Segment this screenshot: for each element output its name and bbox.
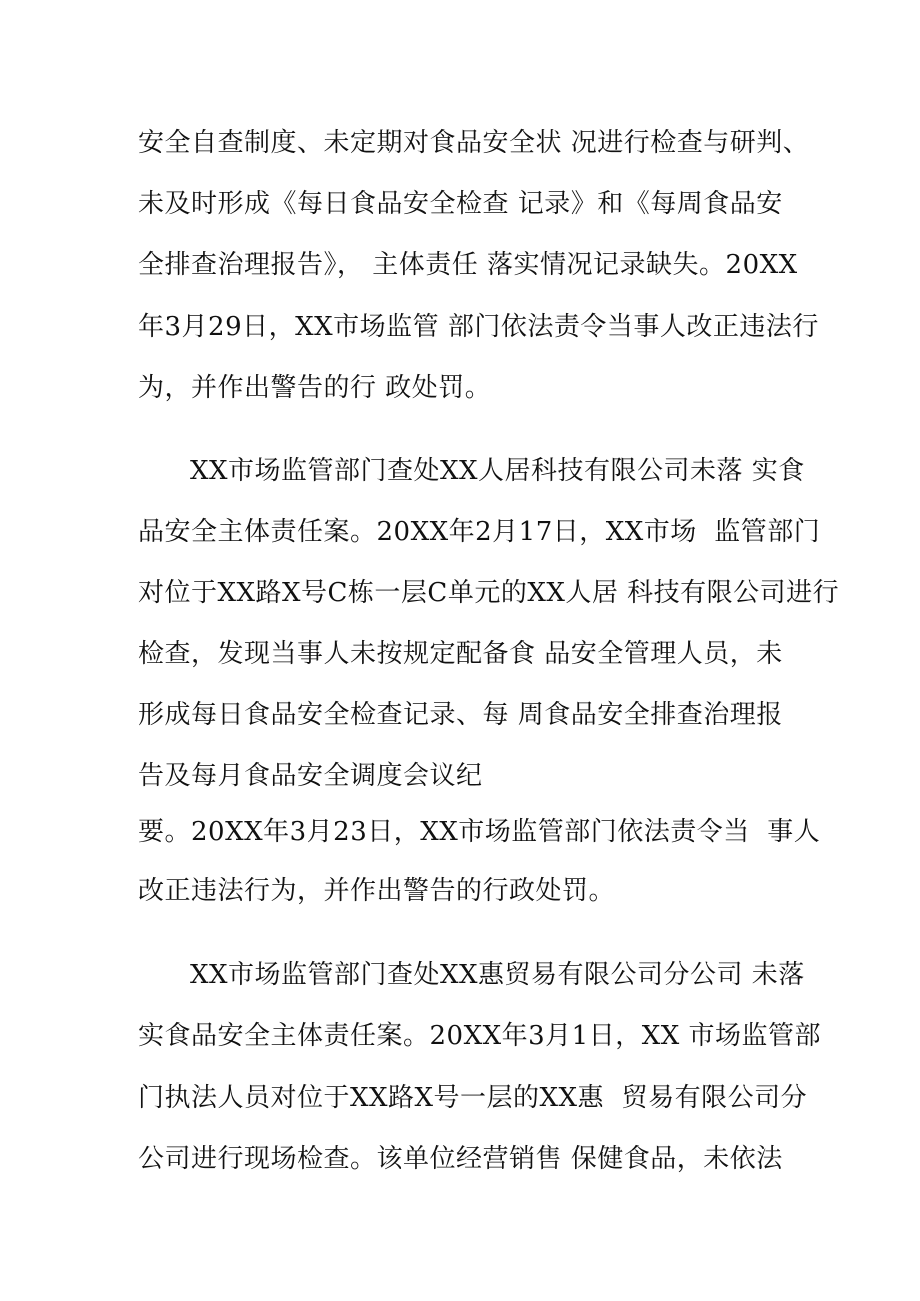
paragraph-2-line-2: 品安全主体责任案。20XX年2月17日，XX市场 监管部门 [138, 517, 821, 547]
paragraph-1-line-4: 年3月29日，XX市场监管 部门依法责令当事人改正违法行 [138, 312, 819, 342]
paragraph-3-line-2: 实食品安全主体责任案。20XX年3月1日，XX 市场监管部 [138, 1021, 821, 1051]
paragraph-2-line-5: 形成每日食品安全检查记录、每 周食品安全排查治理报 [138, 700, 783, 730]
paragraph-1-line-3: 全排查治理报告》， 主体责任 落实情况记录缺失。20XX [138, 250, 798, 280]
paragraph-2-line-6: 告及每月食品安全调度会议纪 [138, 761, 483, 791]
paragraph-1-line-5: 为，并作出警告的行 政处罚。 [138, 373, 492, 403]
paragraph-2-line-7: 要。20XX年3月23日，XX市场监管部门依法责令当 事人 [138, 817, 821, 847]
paragraph-3-line-3: 门执法人员对位于XX路X号一层的XX惠 贸易有限公司分 [138, 1083, 808, 1113]
paragraph-2-line-1: XX市场监管部门查处XX人居科技有限公司未落 实食 [190, 456, 805, 486]
paragraph-2-line-8: 改正违法行为，并作出警告的行政处罚。 [138, 876, 616, 906]
paragraph-2-line-4: 检查，发现当事人未按规定配备食 品安全管理人员，未 [138, 639, 783, 669]
paragraph-1-line-1: 安全自查制度、未定期对食品安全状 况进行检查与研判、 [138, 128, 810, 158]
paragraph-3-line-1: XX市场监管部门查处XX惠贸易有限公司分公司 未落 [190, 960, 805, 990]
paragraph-1-line-2: 未及时形成《每日食品安全检查 记录》和《每周食品安 [138, 189, 783, 219]
paragraph-2-line-3: 对位于XX路X号C栋一层C单元的XX人居 科技有限公司进行 [138, 578, 840, 608]
paragraph-3-line-4: 公司进行现场检查。该单位经营销售 保健食品，未依法 [138, 1144, 783, 1174]
